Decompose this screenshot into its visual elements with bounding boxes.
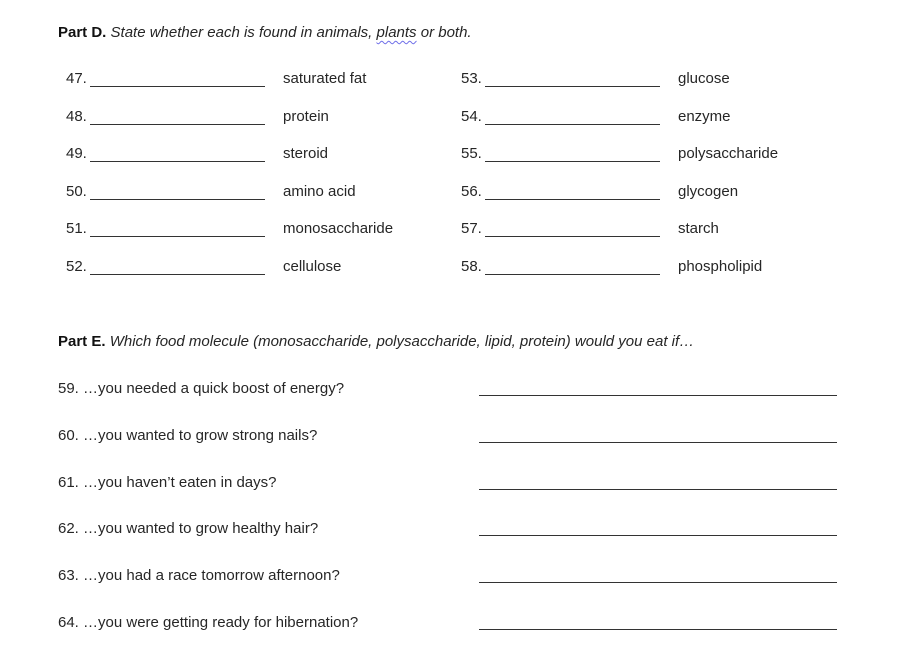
question-number: 55.: [461, 145, 482, 162]
question-text: 62. …you wanted to grow healthy hair?: [58, 520, 319, 537]
part-d-instruction-end: or both.: [416, 24, 472, 41]
question-row-61: [58, 474, 848, 496]
question-term: cellulose: [283, 258, 342, 275]
question-row-54: [461, 108, 841, 128]
question-number: 47.: [66, 70, 87, 87]
part-d-label: Part D.: [58, 24, 107, 41]
part-d-instruction: [111, 24, 472, 41]
question-text: 64. …you were getting ready for hibernation?: [58, 614, 359, 631]
part-d-heading: [58, 24, 472, 41]
question-term: glucose: [678, 70, 730, 87]
answer-blank-57[interactable]: [485, 236, 660, 237]
answer-blank-52[interactable]: [90, 274, 265, 275]
answer-blank-61[interactable]: [479, 489, 837, 490]
question-number: 57.: [461, 220, 482, 237]
question-number: 53.: [461, 70, 482, 87]
question-term: monosaccharide: [283, 220, 394, 237]
question-term: protein: [283, 108, 329, 125]
question-text: 63. …you had a race tomorrow afternoon?: [58, 567, 340, 584]
question-row-56: [461, 183, 841, 203]
answer-blank-54[interactable]: [485, 124, 660, 125]
question-row-55: [461, 145, 841, 165]
part-d-spellcheck-word: plants: [376, 24, 417, 41]
question-term: enzyme: [678, 108, 731, 125]
question-row-58: [461, 258, 841, 278]
question-number: 48.: [66, 108, 87, 125]
question-row-59: [58, 380, 848, 402]
question-number: 51.: [66, 220, 87, 237]
question-number: 49.: [66, 145, 87, 162]
answer-blank-64[interactable]: [479, 629, 837, 630]
question-term: steroid: [283, 145, 329, 162]
answer-blank-47[interactable]: [90, 86, 265, 87]
question-row-49: [66, 145, 446, 165]
answer-blank-53[interactable]: [485, 86, 660, 87]
question-row-51: [66, 220, 446, 240]
answer-blank-50[interactable]: [90, 199, 265, 200]
answer-blank-62[interactable]: [479, 535, 837, 536]
question-row-62: [58, 520, 848, 542]
question-text: 59. …you needed a quick boost of energy?: [58, 380, 345, 397]
question-row-47: [66, 70, 446, 90]
question-row-57: [461, 220, 841, 240]
question-row-64: [58, 614, 848, 636]
question-term: polysaccharide: [678, 145, 779, 162]
question-number: 58.: [461, 258, 482, 275]
question-row-50: [66, 183, 446, 203]
answer-blank-48[interactable]: [90, 124, 265, 125]
answer-blank-63[interactable]: [479, 582, 837, 583]
answer-blank-60[interactable]: [479, 442, 837, 443]
question-row-48: [66, 108, 446, 128]
part-d-instruction-start: State whether each is found in animals,: [110, 24, 377, 41]
question-row-52: [66, 258, 446, 278]
question-term: glycogen: [678, 183, 739, 200]
question-term: starch: [678, 220, 719, 237]
question-number: 54.: [461, 108, 482, 125]
answer-blank-56[interactable]: [485, 199, 660, 200]
question-row-63: [58, 567, 848, 589]
answer-blank-59[interactable]: [479, 395, 837, 396]
question-row-53: [461, 70, 841, 90]
question-term: saturated fat: [283, 70, 367, 87]
question-number: 56.: [461, 183, 482, 200]
answer-blank-51[interactable]: [90, 236, 265, 237]
question-row-60: [58, 427, 848, 449]
part-e-heading: [58, 333, 694, 350]
part-e-instruction: Which food molecule (monosaccharide, polysaccharide, lipid, protein) would you eat if…: [109, 333, 695, 350]
part-e-label: Part E.: [58, 333, 106, 350]
question-text: 61. …you haven’t eaten in days?: [58, 474, 277, 491]
answer-blank-55[interactable]: [485, 161, 660, 162]
answer-blank-58[interactable]: [485, 274, 660, 275]
question-number: 52.: [66, 258, 87, 275]
question-term: amino acid: [283, 183, 356, 200]
question-term: phospholipid: [678, 258, 763, 275]
answer-blank-49[interactable]: [90, 161, 265, 162]
question-text: 60. …you wanted to grow strong nails?: [58, 427, 318, 444]
question-number: 50.: [66, 183, 87, 200]
